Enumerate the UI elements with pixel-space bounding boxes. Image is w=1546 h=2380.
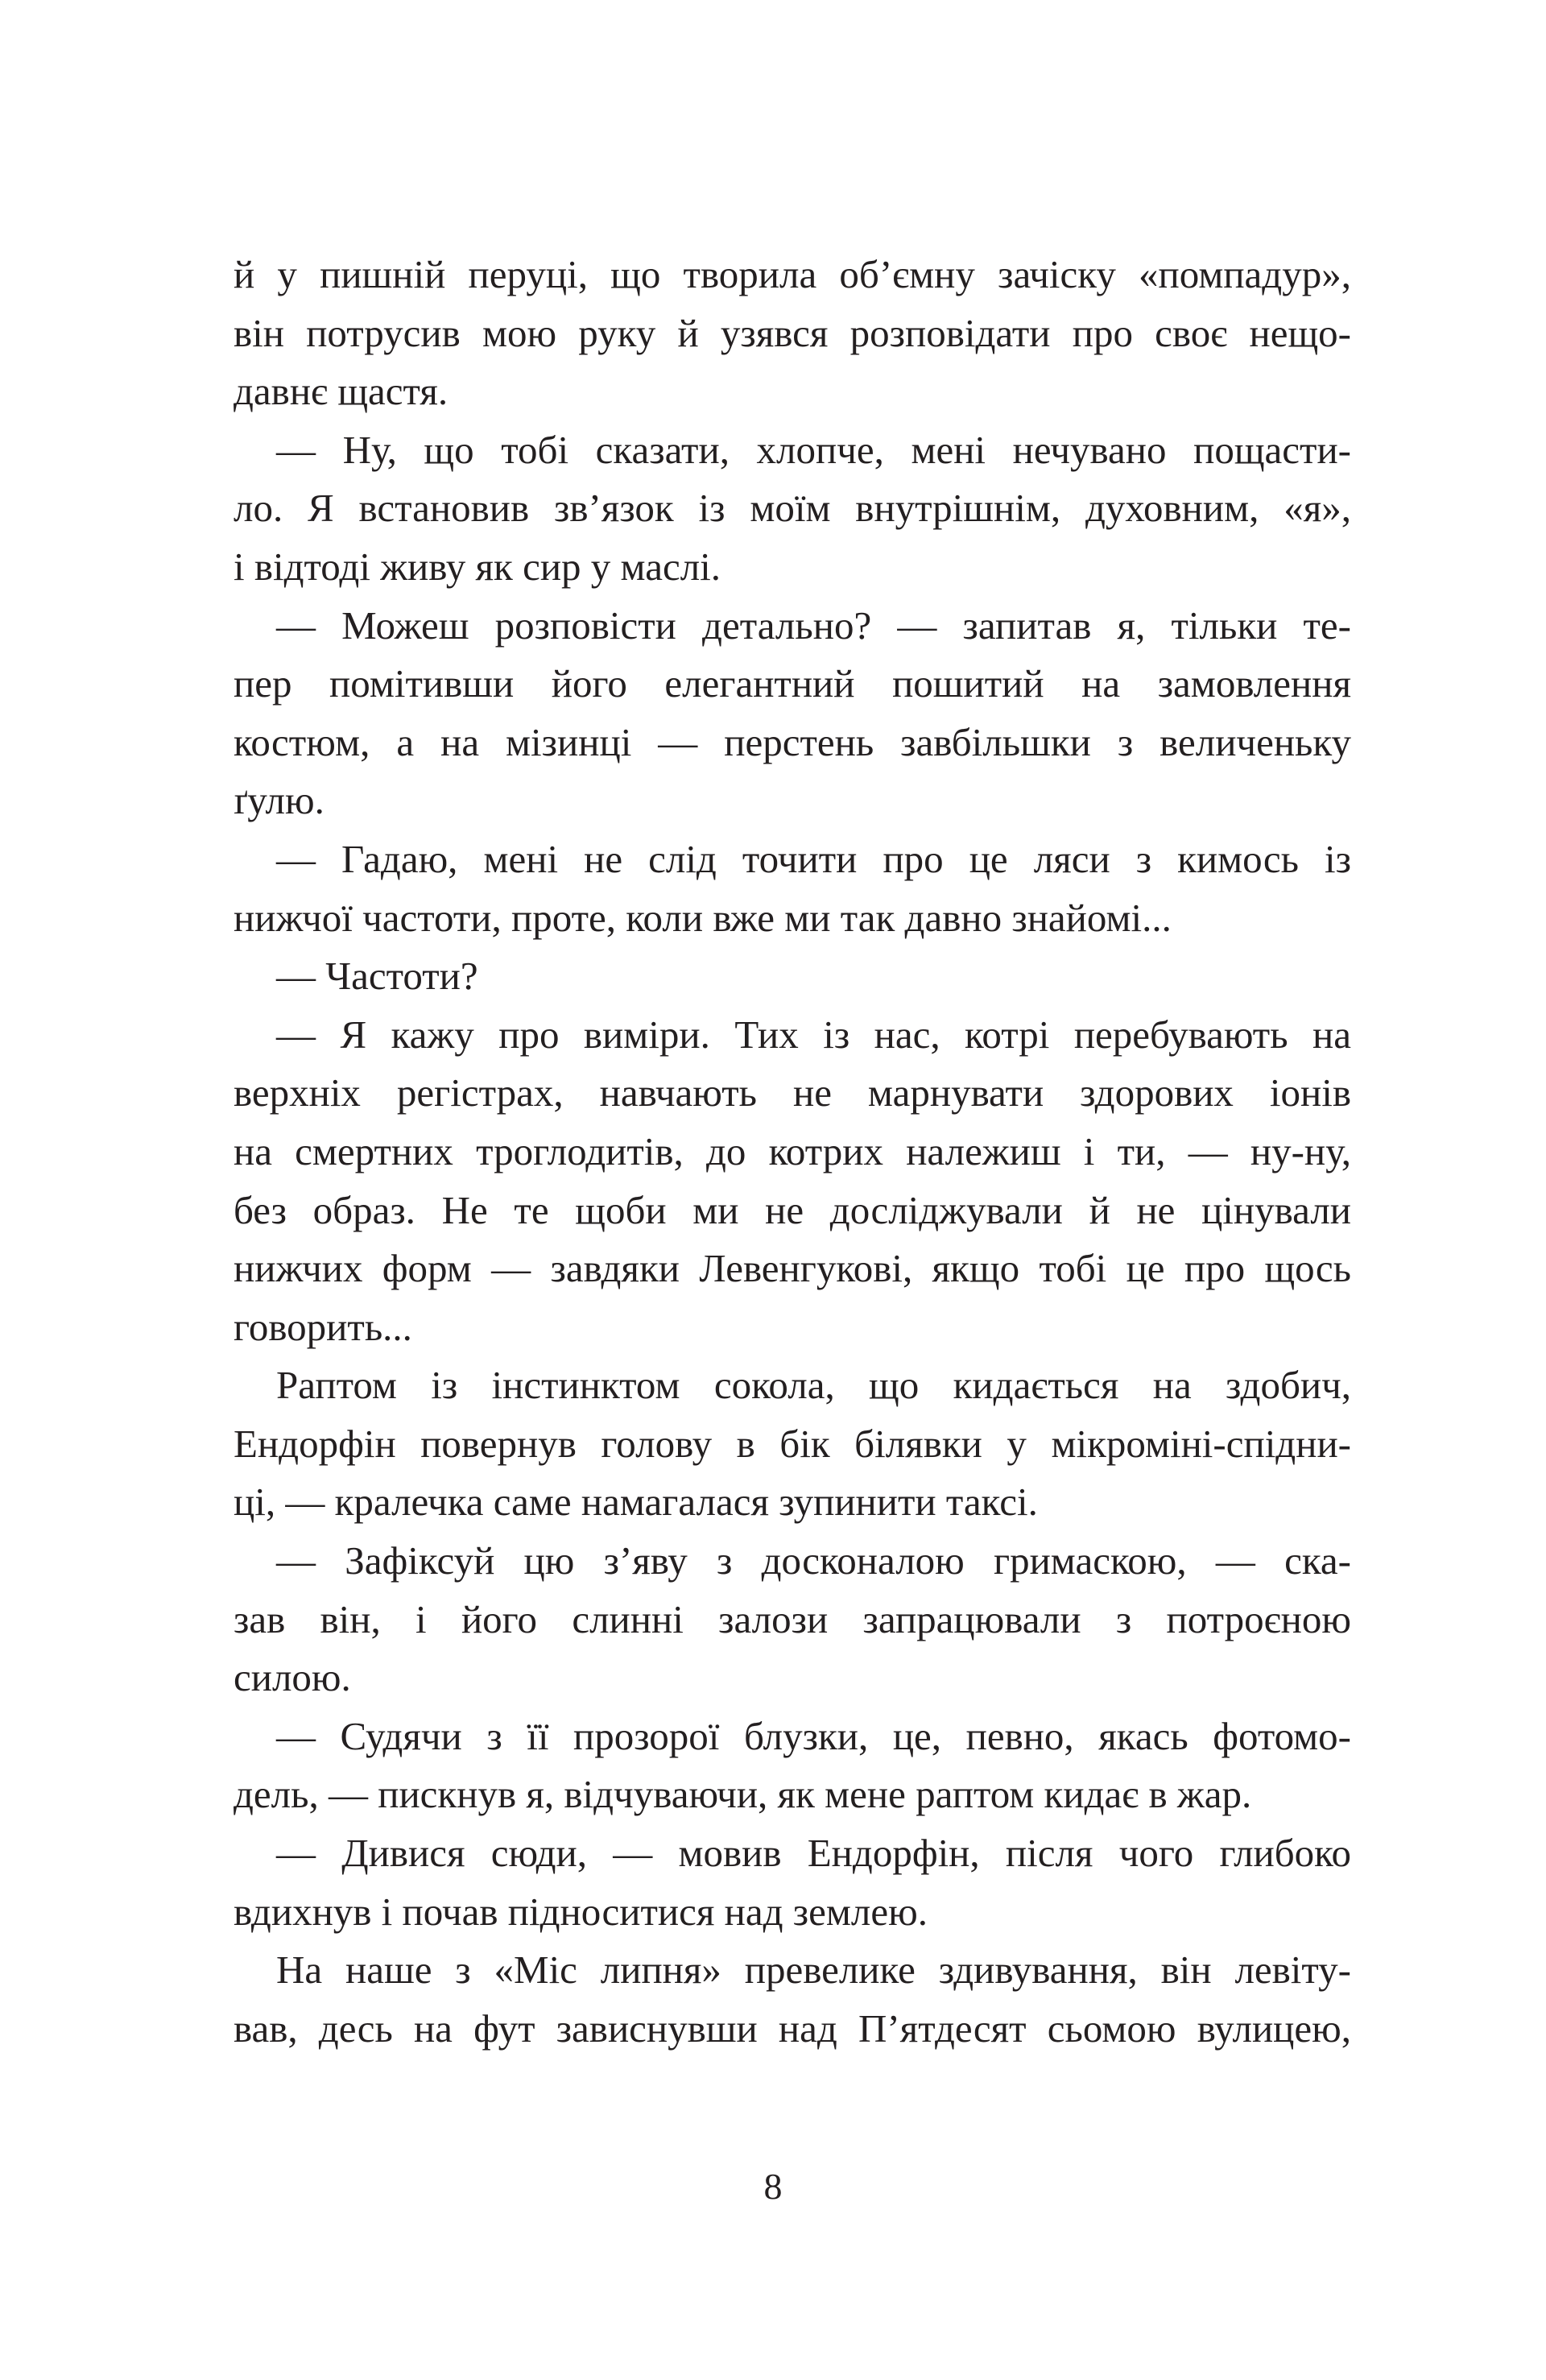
- text-line: верхніх регістрах, навчають не марнувати здорових іонів: [234, 1070, 1351, 1115]
- paragraph: [234, 1824, 1351, 1941]
- text-line: вдихнув і почав підноситися над землею.: [234, 1889, 928, 1934]
- text-line: — Частоти?: [276, 954, 478, 999]
- text-line: — Гадаю, мені не слід точити про це ляси з кимось із: [276, 836, 1351, 881]
- text-line: — Зафіксуй цю з’яву з досконалою гримаскою, — ска-: [276, 1538, 1351, 1583]
- text-line: — Судячи з її прозорої блузки, це, певно, якась фотомо-: [276, 1713, 1351, 1758]
- paragraph: [234, 1006, 1351, 1357]
- paragraph: [234, 421, 1351, 597]
- paragraph: [234, 597, 1351, 830]
- text-line: На наше з «Міс липня» превелике здивування, він левіту-: [276, 1947, 1351, 1993]
- text-line: ці, — кралечка саме намагалася зупинити таксі.: [234, 1480, 1038, 1525]
- paragraph: [234, 1707, 1351, 1824]
- text-line: дель, — пискнув я, відчуваючи, як мене раптом кидає в жар.: [234, 1772, 1252, 1817]
- paragraph: [234, 1941, 1351, 2058]
- body-text: [234, 246, 1351, 2058]
- text-line: — Ну, що тобі сказати, хлопче, мені нечувано пощасти-: [276, 427, 1351, 472]
- text-line: ло. Я встановив зв’язок із моїм внутрішнім, духовним, «я»,: [234, 486, 1351, 531]
- text-line: зав він, і його слинні залози запрацювали з потроєною: [234, 1596, 1351, 1641]
- text-line: нижчої частоти, проте, коли вже ми так давно знайомі...: [234, 895, 1172, 940]
- text-line: костюм, а на мізинці — перстень завбільшки з величеньку: [234, 719, 1351, 764]
- text-line: давнє щастя.: [234, 369, 449, 414]
- text-line: ґулю.: [234, 778, 324, 823]
- text-line: й у пишній перуці, що творила об’ємну зачіску «помпадур»,: [234, 252, 1351, 296]
- text-line: Раптом із інстинктом сокола, що кидається на здобич,: [276, 1363, 1351, 1408]
- text-line: — Дивися сюди, — мовив Ендорфін, після чого глибоко: [276, 1831, 1351, 1876]
- paragraph: [234, 246, 1351, 421]
- text-line: і відтоді живу як сир у маслі.: [234, 544, 721, 589]
- text-line: він потрусив мою руку й узявся розповідати про своє нещо-: [234, 310, 1351, 355]
- text-line: на смертних троглодитів, до котрих належиш і ти, — ну-ну,: [234, 1128, 1351, 1173]
- text-line: — Можеш розповісти детально? — запитав я, тільки те-: [276, 602, 1351, 648]
- paragraph: [234, 1532, 1351, 1707]
- text-line: силою.: [234, 1655, 351, 1700]
- text-line: без образ. Не те щоби ми не досліджували й не цінували: [234, 1187, 1351, 1232]
- paragraph: [234, 947, 1351, 1006]
- text-line: говорить...: [234, 1304, 412, 1349]
- text-line: вав, десь на фут зависнувши над П’ятдесят сьомою вулицею,: [234, 2005, 1351, 2051]
- text-line: пер помітивши його елегантний пошитий на замовлення: [234, 661, 1351, 706]
- text-line: — Я кажу про виміри. Тих із нас, котрі перебувають на: [276, 1012, 1351, 1057]
- text-line: Ендорфін повернув голову в бік білявки у мікроміні-спідни-: [234, 1421, 1351, 1466]
- page-number: 8: [763, 2166, 783, 2207]
- paragraph: [234, 1356, 1351, 1532]
- text-line: нижчих форм — завдяки Левенгукові, якщо тобі це про щось: [234, 1246, 1351, 1291]
- paragraph: [234, 830, 1351, 947]
